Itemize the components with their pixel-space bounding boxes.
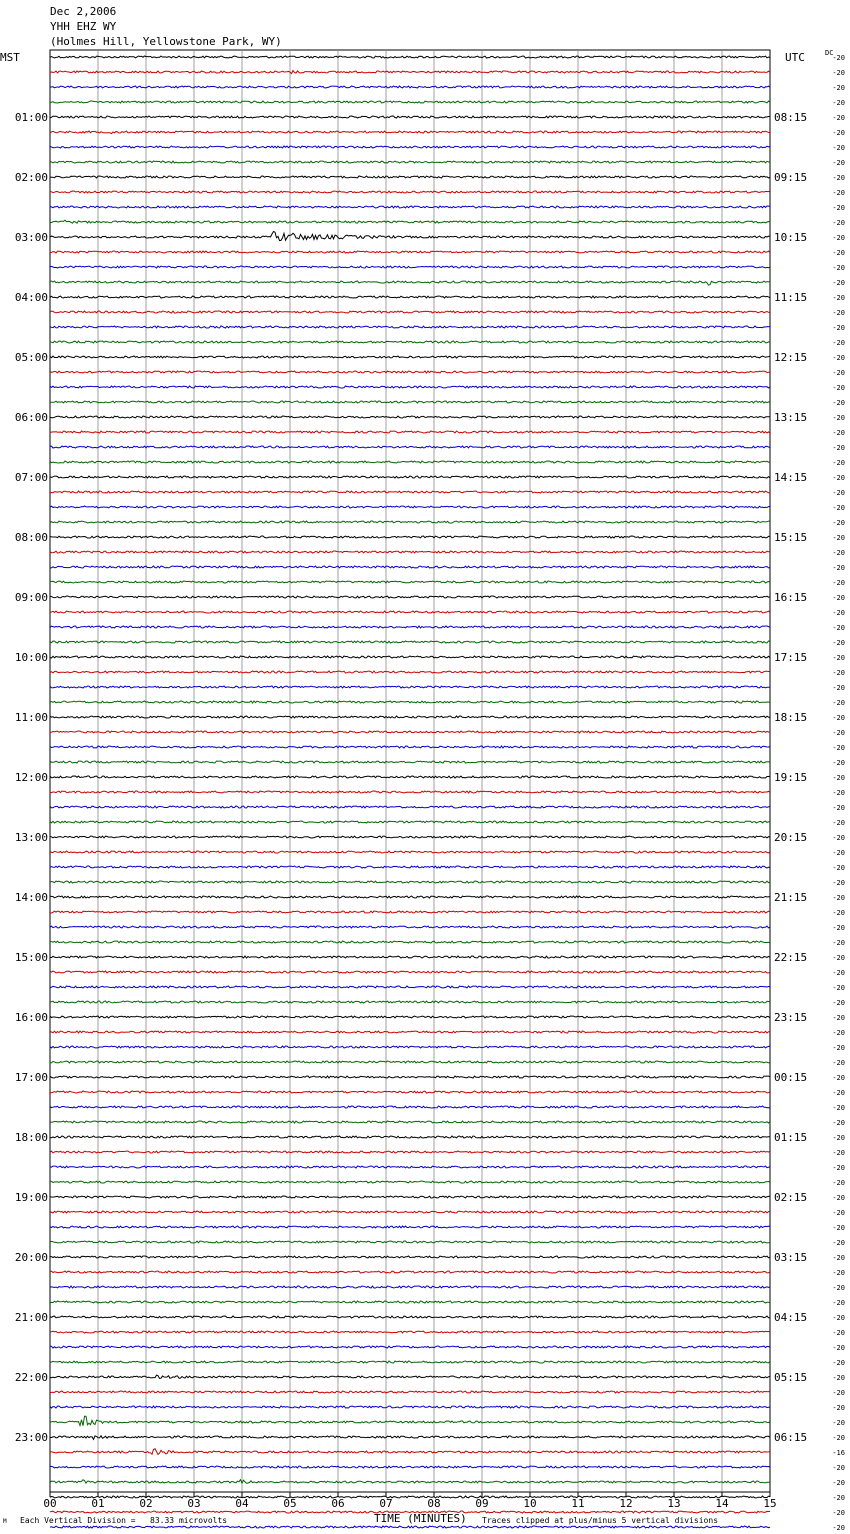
trace-scale-value: -20: [832, 264, 845, 272]
trace-scale-value: -20: [832, 654, 845, 662]
left-hour-label: 08:00: [14, 531, 48, 544]
trace-line: [50, 1331, 770, 1333]
trace-line: [50, 1466, 770, 1468]
trace-scale-value: -20: [832, 324, 845, 332]
trace-line: [50, 341, 770, 343]
trace-line: [50, 161, 770, 163]
x-tick-label: 05: [283, 1497, 297, 1510]
trace-line: [50, 1511, 770, 1513]
trace-line: [50, 671, 770, 673]
trace-line: [50, 971, 770, 973]
left-hour-label: 05:00: [14, 351, 48, 364]
trace-line: [50, 446, 770, 448]
trace-line: [50, 476, 770, 478]
right-hour-label: 22:15: [774, 951, 808, 964]
left-hour-label: 01:00: [14, 111, 48, 124]
trace-line: [50, 521, 770, 523]
left-hour-label: 15:00: [14, 951, 48, 964]
trace-line: [50, 146, 770, 148]
trace-line: [50, 296, 770, 298]
trace-scale-value: -20: [832, 954, 845, 962]
trace-scale-value: -20: [832, 579, 845, 587]
station-code: YHH EHZ WY: [50, 20, 117, 33]
trace-scale-value: -20: [832, 624, 845, 632]
trace-scale-value: -20: [832, 69, 845, 77]
trace-scale-value: -20: [832, 1284, 845, 1292]
left-hour-label: 12:00: [14, 771, 48, 784]
right-hour-label: 17:15: [774, 651, 808, 664]
trace-line: [50, 581, 770, 583]
trace-line: [50, 1256, 770, 1258]
trace-line: [50, 1416, 770, 1426]
left-hour-label: 03:00: [14, 231, 48, 244]
trace-scale-value: -20: [832, 894, 845, 902]
trace-line: [50, 821, 770, 823]
trace-scale-value: -16: [832, 1449, 845, 1457]
trace-scale-value: -20: [832, 1419, 845, 1427]
trace-scale-value: -20: [832, 414, 845, 422]
trace-scale-value: -20: [832, 759, 845, 767]
trace-scale-value: -20: [832, 804, 845, 812]
trace-scale-value: -20: [832, 1344, 845, 1352]
trace-scale-value: -20: [832, 1494, 845, 1502]
right-hour-label: 06:15: [774, 1431, 808, 1444]
x-tick-label: 09: [475, 1497, 489, 1510]
trace-scale-value: -20: [832, 354, 845, 362]
trace-line: [50, 836, 770, 838]
trace-line: [50, 566, 770, 568]
right-hour-label: 18:15: [774, 711, 808, 724]
right-hour-label: 20:15: [774, 831, 808, 844]
trace-line: [50, 1480, 770, 1484]
trace-scale-value: -20: [832, 1044, 845, 1052]
trace-line: [50, 1496, 770, 1498]
trace-scale-value: -20: [832, 1119, 845, 1127]
trace-line: [50, 746, 770, 748]
right-hour-label: 15:15: [774, 531, 808, 544]
x-tick-label: 12: [619, 1497, 633, 1510]
trace-scale-value: -20: [832, 444, 845, 452]
trace-scale-value: -20: [832, 1134, 845, 1142]
trace-line: [50, 232, 770, 241]
left-hour-label: 16:00: [14, 1011, 48, 1024]
trace-scale-value: -20: [832, 474, 845, 482]
trace-line: [50, 1016, 770, 1018]
left-hour-label: 09:00: [14, 591, 48, 604]
right-hour-label: 10:15: [774, 231, 808, 244]
plot-date: Dec 2,2006: [50, 5, 117, 18]
trace-line: [50, 761, 770, 763]
trace-scale-value: -20: [832, 1329, 845, 1337]
trace-scale-value: -20: [832, 729, 845, 737]
trace-line: [50, 326, 770, 328]
trace-scale-value: -20: [832, 1464, 845, 1472]
trace-line: [50, 1271, 770, 1273]
trace-scale-value: -20: [832, 114, 845, 122]
trace-line: [50, 1166, 770, 1168]
trace-scale-value: -20: [832, 744, 845, 752]
right-timezone-label: UTC: [785, 51, 805, 64]
trace-line: [50, 881, 770, 883]
left-hour-label: 11:00: [14, 711, 48, 724]
right-hour-label: 02:15: [774, 1191, 808, 1204]
trace-scale-value: -20: [832, 489, 845, 497]
trace-scale-value: -20: [832, 909, 845, 917]
trace-scale-value: -20: [832, 1269, 845, 1277]
trace-scale-value: -20: [832, 549, 845, 557]
trace-line: [50, 1286, 770, 1288]
trace-scale-value: -20: [832, 669, 845, 677]
left-hour-label: 22:00: [14, 1371, 48, 1384]
trace-line: [50, 1031, 770, 1033]
trace-scale-value: -20: [832, 1179, 845, 1187]
trace-scale-value: -20: [832, 1434, 845, 1442]
trace-line: [50, 431, 770, 433]
trace-line: [50, 1346, 770, 1348]
right-hour-label: 01:15: [774, 1131, 808, 1144]
trace-line: [50, 1091, 770, 1093]
trace-scale-value: -20: [832, 1209, 845, 1217]
trace-scale-value: -20: [832, 129, 845, 137]
trace-scale-value: -20: [832, 159, 845, 167]
trace-line: [50, 56, 770, 58]
trace-scale-value: -20: [832, 1104, 845, 1112]
trace-line: [50, 1316, 770, 1318]
right-hour-label: 12:15: [774, 351, 808, 364]
trace-scale-value: -20: [832, 714, 845, 722]
trace-line: [50, 806, 770, 808]
trace-scale-value: -20: [832, 939, 845, 947]
trace-scale-value: -20: [832, 1389, 845, 1397]
trace-scale-value: -20: [832, 219, 845, 227]
left-hour-label: 20:00: [14, 1251, 48, 1264]
vertical-division-note: Each Vertical Division = 83.33 microvolts: [20, 1516, 228, 1525]
trace-line: [50, 491, 770, 493]
trace-scale-value: -20: [832, 1059, 845, 1067]
left-hour-label: 23:00: [14, 1431, 48, 1444]
trace-line: [50, 461, 770, 463]
trace-scale-value: -20: [832, 1314, 845, 1322]
trace-line: [50, 1391, 770, 1393]
trace-scale-value: -20: [832, 459, 845, 467]
x-tick-label: 15: [763, 1497, 777, 1510]
trace-scale-value: -20: [832, 1374, 845, 1382]
trace-line: [50, 356, 770, 358]
trace-scale-value: -20: [832, 294, 845, 302]
x-tick-label: 06: [331, 1497, 345, 1510]
trace-line: [50, 716, 770, 718]
trace-scale-value: -20: [832, 504, 845, 512]
clipping-note: Traces clipped at plus/minus 5 vertical divisions: [482, 1516, 719, 1525]
trace-line: [50, 656, 770, 658]
trace-line: [50, 701, 770, 703]
trace-scale-value: -20: [832, 174, 845, 182]
trace-line: [50, 686, 770, 688]
trace-line: [50, 551, 770, 553]
trace-scale-value: -20: [832, 924, 845, 932]
trace-line: [50, 791, 770, 793]
dc-label: DC: [825, 49, 834, 57]
trace-scale-value: -20: [832, 1359, 845, 1367]
trace-line: [50, 206, 770, 208]
trace-line: [50, 1241, 770, 1243]
trace-line: [50, 401, 770, 403]
x-tick-label: 13: [667, 1497, 681, 1510]
trace-line: [50, 1121, 770, 1123]
trace-line: [50, 626, 770, 628]
station-location: (Holmes Hill, Yellowstone Park, WY): [50, 35, 282, 48]
corner-mark: M: [3, 1518, 7, 1525]
trace-line: [50, 1046, 770, 1048]
trace-scale-value: -20: [832, 384, 845, 392]
x-tick-label: 02: [139, 1497, 153, 1510]
right-hour-label: 09:15: [774, 171, 808, 184]
trace-scale-value: -20: [832, 1089, 845, 1097]
trace-scale-value: -20: [832, 564, 845, 572]
trace-line: [50, 911, 770, 913]
trace-line: [50, 386, 770, 388]
trace-line: [50, 1001, 770, 1003]
trace-scale-value: -20: [832, 984, 845, 992]
trace-line: [50, 896, 770, 898]
trace-scale-value: -20: [832, 234, 845, 242]
trace-line: [50, 266, 770, 268]
trace-line: [50, 941, 770, 943]
trace-line: [50, 1436, 770, 1440]
trace-scale-value: -20: [832, 429, 845, 437]
trace-scale-value: -20: [832, 144, 845, 152]
right-hour-label: 04:15: [774, 1311, 808, 1324]
trace-scale-value: -20: [832, 1149, 845, 1157]
trace-scale-value: -20: [832, 189, 845, 197]
trace-line: [50, 1375, 770, 1378]
left-hour-label: 13:00: [14, 831, 48, 844]
trace-scale-value: -20: [832, 309, 845, 317]
right-hour-label: 14:15: [774, 471, 808, 484]
trace-scale-value: -20: [832, 1194, 845, 1202]
trace-line: [50, 986, 770, 988]
trace-scale-value: -20: [832, 339, 845, 347]
trace-line: [50, 251, 770, 253]
x-tick-label: 07: [379, 1497, 393, 1510]
right-hour-label: 21:15: [774, 891, 808, 904]
left-hour-label: 17:00: [14, 1071, 48, 1084]
trace-line: [50, 641, 770, 643]
trace-line: [50, 866, 770, 868]
trace-line: [50, 1181, 770, 1183]
right-hour-label: 16:15: [774, 591, 808, 604]
trace-line: [50, 536, 770, 538]
left-hour-label: 14:00: [14, 891, 48, 904]
trace-scale-value: -20: [832, 879, 845, 887]
trace-scale-value: -20: [832, 1524, 845, 1532]
left-hour-label: 07:00: [14, 471, 48, 484]
trace-line: [50, 86, 770, 88]
left-hour-label: 06:00: [14, 411, 48, 424]
trace-scale-value: -20: [832, 699, 845, 707]
left-hour-label: 21:00: [14, 1311, 48, 1324]
trace-line: [50, 1226, 770, 1228]
trace-line: [50, 731, 770, 733]
right-hour-label: 11:15: [774, 291, 808, 304]
trace-line: [50, 71, 770, 74]
trace-scale-value: -20: [832, 399, 845, 407]
trace-scale-value: -20: [832, 54, 845, 62]
trace-line: [50, 1076, 770, 1078]
trace-line: [50, 1406, 770, 1408]
left-hour-label: 19:00: [14, 1191, 48, 1204]
trace-scale-value: -20: [832, 369, 845, 377]
trace-line: [50, 611, 770, 613]
right-hour-label: 08:15: [774, 111, 808, 124]
trace-scale-value: -20: [832, 1224, 845, 1232]
trace-scale-value: -20: [832, 864, 845, 872]
trace-line: [50, 1136, 770, 1138]
left-hour-label: 02:00: [14, 171, 48, 184]
trace-line: [50, 956, 770, 958]
trace-line: [50, 101, 770, 103]
trace-scale-value: -20: [832, 1404, 845, 1412]
trace-scale-value: -20: [832, 609, 845, 617]
trace-line: [50, 116, 770, 118]
trace-line: [50, 281, 770, 285]
trace-line: [50, 371, 770, 373]
trace-line: [50, 851, 770, 853]
trace-scale-value: -20: [832, 969, 845, 977]
trace-scale-value: -20: [832, 249, 845, 257]
x-axis-title: TIME (MINUTES): [374, 1512, 467, 1525]
trace-line: [50, 1449, 770, 1455]
trace-line: [50, 776, 770, 778]
left-timezone-label: MST: [0, 51, 20, 64]
trace-line: [50, 926, 770, 928]
trace-scale-value: -20: [832, 639, 845, 647]
trace-scale-value: -20: [832, 999, 845, 1007]
trace-line: [50, 1151, 770, 1153]
trace-scale-value: -20: [832, 1029, 845, 1037]
trace-line: [50, 220, 770, 223]
trace-line: [50, 1196, 770, 1198]
trace-scale-value: -20: [832, 519, 845, 527]
trace-line: [50, 596, 770, 598]
x-tick-label: 10: [523, 1497, 537, 1510]
right-hour-label: 03:15: [774, 1251, 808, 1264]
trace-scale-value: -20: [832, 774, 845, 782]
x-tick-label: 00: [43, 1497, 57, 1510]
x-tick-label: 03: [187, 1497, 201, 1510]
x-tick-label: 14: [715, 1497, 729, 1510]
trace-scale-value: -20: [832, 684, 845, 692]
left-hour-label: 18:00: [14, 1131, 48, 1144]
trace-line: [50, 1301, 770, 1303]
trace-scale-value: -20: [832, 534, 845, 542]
trace-line: [50, 1361, 770, 1363]
trace-scale-value: -20: [832, 1239, 845, 1247]
trace-scale-value: -20: [832, 279, 845, 287]
trace-scale-value: -20: [832, 594, 845, 602]
x-tick-label: 11: [571, 1497, 585, 1510]
trace-scale-value: -20: [832, 849, 845, 857]
right-hour-label: 13:15: [774, 411, 808, 424]
trace-scale-value: -20: [832, 834, 845, 842]
right-hour-label: 05:15: [774, 1371, 808, 1384]
left-hour-label: 10:00: [14, 651, 48, 664]
trace-scale-value: -20: [832, 1509, 845, 1517]
left-hour-label: 04:00: [14, 291, 48, 304]
trace-scale-value: -20: [832, 1014, 845, 1022]
trace-scale-value: -20: [832, 1074, 845, 1082]
trace-scale-value: -20: [832, 204, 845, 212]
trace-scale-value: -20: [832, 99, 845, 107]
trace-line: [50, 1526, 770, 1528]
trace-line: [50, 506, 770, 508]
trace-line: [50, 1061, 770, 1063]
trace-scale-value: -20: [832, 819, 845, 827]
right-hour-label: 23:15: [774, 1011, 808, 1024]
trace-line: [50, 416, 770, 418]
trace-line: [50, 311, 770, 313]
trace-scale-value: -20: [832, 1254, 845, 1262]
trace-scale-value: -20: [832, 789, 845, 797]
trace-line: [50, 1106, 770, 1108]
x-tick-label: 08: [427, 1497, 441, 1510]
x-tick-label: 01: [91, 1497, 105, 1510]
x-tick-label: 04: [235, 1497, 249, 1510]
right-hour-label: 00:15: [774, 1071, 808, 1084]
trace-line: [50, 191, 770, 193]
trace-line: [50, 131, 770, 134]
trace-line: [50, 1211, 770, 1213]
trace-scale-value: -20: [832, 1164, 845, 1172]
right-hour-label: 19:15: [774, 771, 808, 784]
trace-scale-value: -20: [832, 84, 845, 92]
trace-line: [50, 176, 770, 178]
trace-scale-value: -20: [832, 1299, 845, 1307]
trace-scale-value: -20: [832, 1479, 845, 1487]
